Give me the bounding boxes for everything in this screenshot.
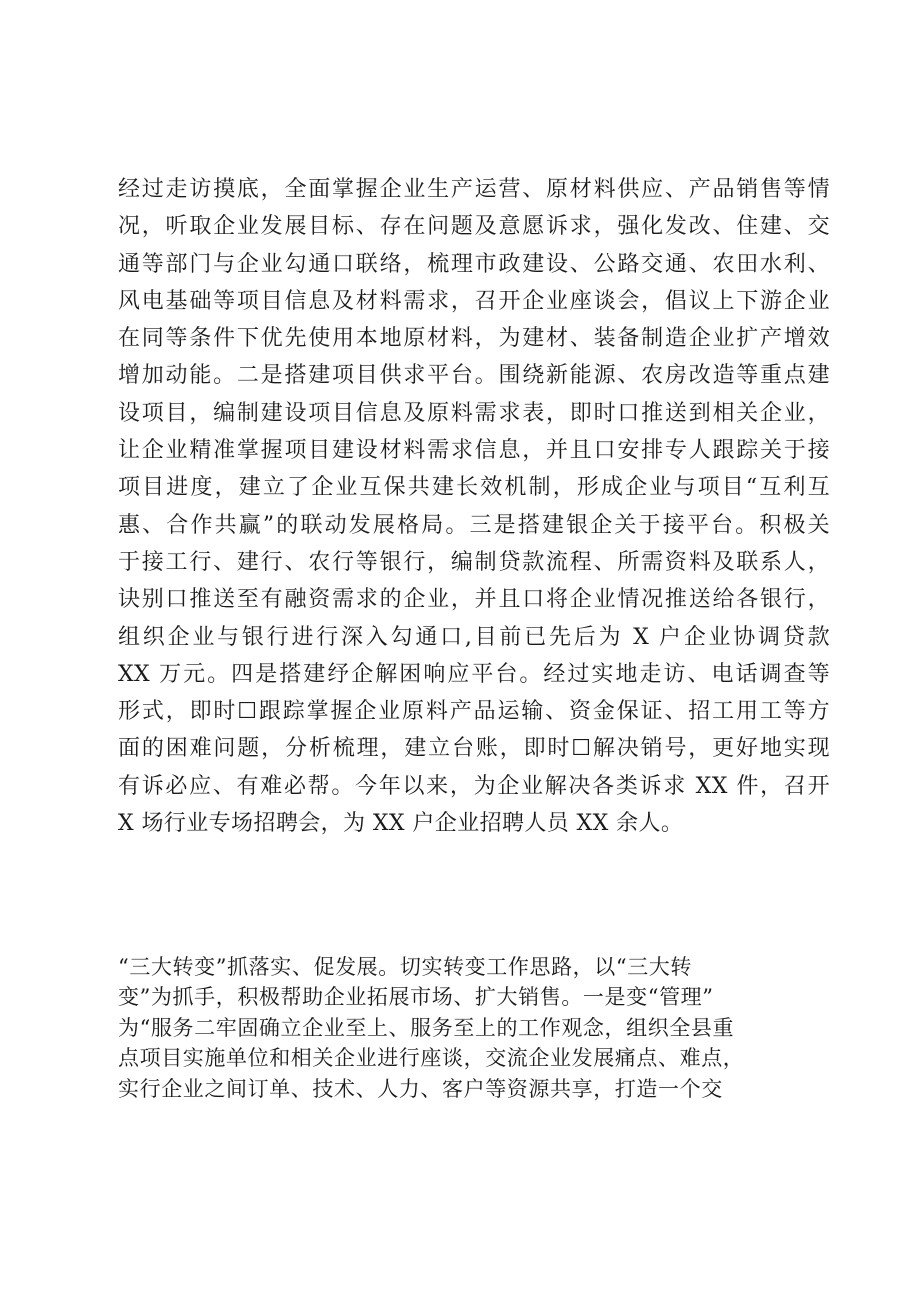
text-line: 增加动能。二是搭建项目供求平台。围绕新能源、农房改造等重点建	[118, 363, 830, 389]
text-line: 在同等条件下优先使用本地原材料，为建材、装备制造企业扩产增效	[118, 326, 830, 352]
text-line: “三大转变”抓落实、促发展。切实转变工作思路，以“三大转	[118, 955, 693, 979]
text-line: X 场行业专场招聘会，为 XX 户企业招聘人员 XX 余人。	[118, 811, 684, 837]
paragraph-platforms	[118, 171, 830, 842]
text-line: 风电基础等项目信息及材料需求，召开企业座谈会，倡议上下游企业	[118, 288, 830, 314]
text-line: 诀别口推送至有融资需求的企业，并且口将企业情况推送给各银行，	[118, 587, 830, 613]
text-line: 况，听取企业发展目标、存在问题及意愿诉求，强化发改、住建、交	[118, 214, 830, 240]
text-line: 于接工行、建行、农行等银行，编制贷款流程、所需资料及联系人，	[118, 549, 830, 575]
text-line: 惠、合作共赢”的联动发展格局。三是搭建银企关于接平台。积极关	[118, 512, 830, 538]
text-line: 形式，即时☐跟踪掌握企业原料产品运输、资金保证、招工用工等方	[118, 699, 830, 725]
text-line: 面的困难问题，分析梳理，建立台账，即时☐解决销号，更好地实现	[118, 736, 830, 762]
text-line: 为“服务二牢固确立企业至上、服务至上的工作观念，组织全县重	[118, 1015, 735, 1040]
text-line: 点项目实施单位和相关企业进行座谈，交流企业发展痛点、难点，	[118, 1046, 745, 1071]
text-line: 实行企业之间订单、技术、人力、客户等资源共享，打造一个交	[118, 1076, 723, 1101]
text-line: 经过走访摸底，全面掌握企业生产运营、原材料供应、产品销售等情	[118, 177, 830, 202]
text-line: 有诉必应、有难必帮。今年以来，为企业解决各类诉求 XX 件，召开	[118, 773, 830, 799]
text-line: 设项目，编制建设项目信息及原料需求表，即时口推送到相关企业，	[118, 400, 830, 426]
paragraph-three-transformations	[118, 952, 768, 1104]
text-line: 组织企业与银行进行深入勾通口,目前已先后为 X 户企业协调贷款	[118, 624, 830, 650]
text-line: XX 万元。四是搭建纾企解困响应平台。经过实地走访、电话调查等	[118, 661, 830, 687]
text-line: 变”为抓手，积极帮助企业拓展市场、扩大销售。一是变“管理”	[118, 985, 714, 1010]
text-line: 让企业精准掌握项目建设材料需求信息，并且口安排专人跟踪关于接	[118, 438, 830, 464]
text-line: 项目进度，建立了企业互保共建长效机制，形成企业与项目“互利互	[118, 475, 830, 501]
text-line: 通等部门与企业勾通口联络，梳理市政建设、公路交通、农田水利、	[118, 251, 830, 277]
